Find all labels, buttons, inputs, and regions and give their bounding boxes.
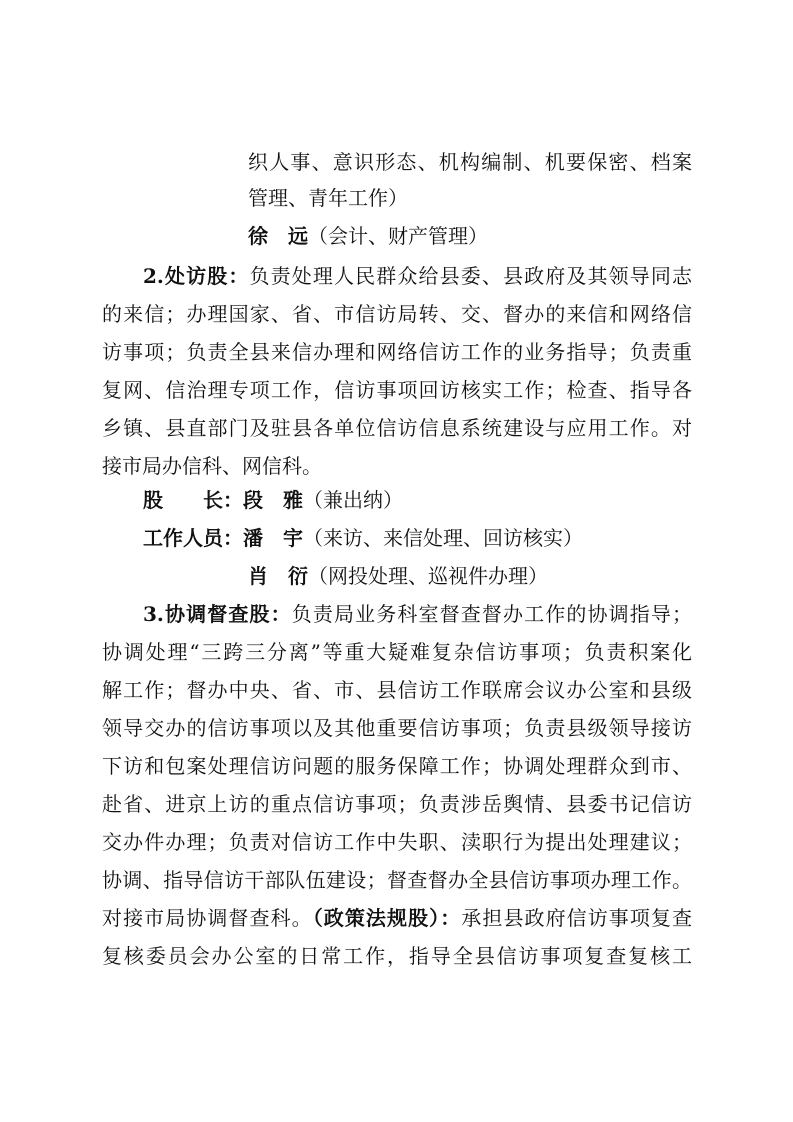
paragraph-line: 的来信；办理国家、省、市信访局转、交、督办的来信和网络信 [102,302,692,326]
paragraph-line: 访事项；负责全县来信办理和网络信访工作的业务指导；负责重 [102,340,692,364]
paragraph-text: 负责局业务科室督查督办工作的协调指导； [291,602,692,626]
staff-name: 潘 宇 [243,526,303,550]
chief-entry [143,484,692,516]
staff-entry [248,220,692,252]
staff-duty: （会计、财产管理） [308,224,488,248]
section-heading: 3.协调督查股： [143,602,292,626]
paragraph-line: 复网、信治理专项工作，信访事项回访核实工作；检查、指导各 [102,378,692,402]
paragraph-text: 对接市局协调督查科。 [102,906,313,930]
staff-name: 肖 衍 [248,564,308,588]
paragraph-line: 交办件办理；负责对信访工作中失职、渎职行为提出处理建议； [102,830,692,854]
staff-entry [143,522,692,554]
staff-name: 段 雅 [243,488,303,512]
section-heading-line [143,598,692,630]
role-label: 股 长： [143,488,243,512]
paragraph-line: 复核委员会办公室的日常工作，指导全县信访事项复查复核工 [102,944,692,968]
paragraph-line [102,902,692,934]
paragraph-line: 织人事、意识形态、机构编制、机要保密、档案 [248,150,692,174]
staff-entry [248,560,692,592]
paragraph-line: 下访和包案处理信访问题的服务保障工作；协调处理群众到市、 [102,754,692,778]
paragraph-line: 管理、青年工作） [248,186,408,210]
section-heading: 2.处访股： [143,264,250,288]
section-heading-line [143,260,692,292]
paragraph-line: 协调处理“三跨三分离”等重大疑难复杂信访事项；负责积案化 [102,640,692,664]
role-label: 工作人员： [143,526,243,550]
paragraph-line: 解工作；督办中央、省、市、县信访工作联席会议办公室和县级 [102,678,692,702]
paragraph-line: 赴省、进京上访的重点信访事项；负责涉岳舆情、县委书记信访 [102,792,692,816]
paragraph-text: 负责处理人民群众给县委、县政府及其领导同志 [249,264,692,288]
paragraph-line: 领导交办的信访事项以及其他重要信访事项；负责县级领导接访 [102,716,692,740]
staff-duty: （网投处理、巡视件办理） [308,564,548,588]
paragraph-line: 乡镇、县直部门及驻县各单位信访信息系统建设与应用工作。对 [102,416,692,440]
staff-duty: （兼出纳） [303,488,403,512]
staff-name: 徐 远 [248,224,308,248]
staff-duty: （来访、来信处理、回访核实） [303,526,583,550]
paragraph-line: 接市局办信科、网信科。 [102,454,322,478]
subsection-heading: （政策法规股）： [312,906,462,930]
paragraph-line: 协调、指导信访干部队伍建设；督查督办全县信访事项办理工作。 [102,868,692,892]
paragraph-text: 承担县政府信访事项复查 [461,906,692,930]
